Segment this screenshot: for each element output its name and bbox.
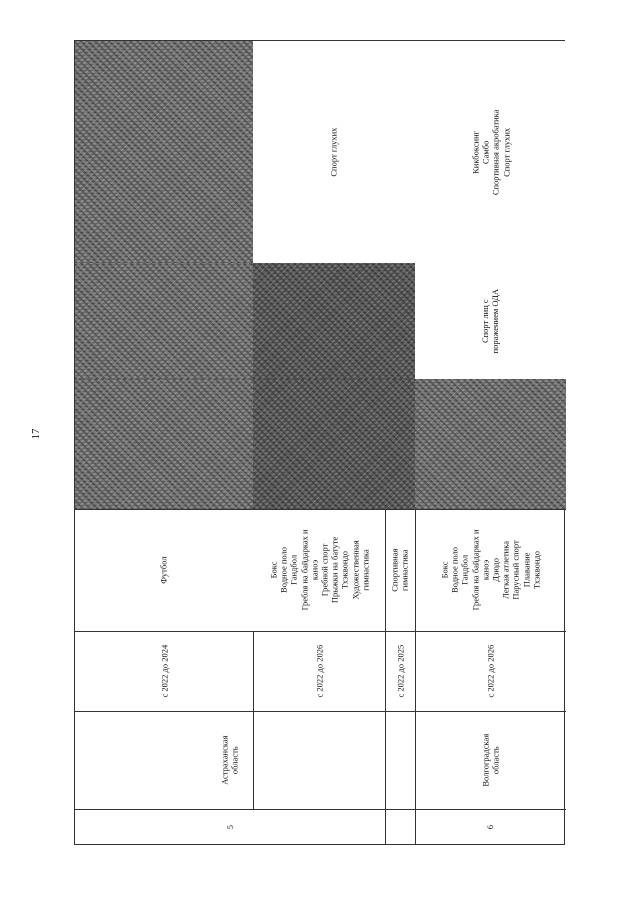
- shaded-block: [415, 379, 566, 509]
- row-6-number: 6: [485, 825, 496, 830]
- row-6-sports: Бокс Водное поло Гандбол Гребля на байдарках и каноэ Дзюдо Легкая атлетика Парусный спорт Плавание Тхэквондо: [439, 529, 542, 611]
- sports-table: [74, 40, 565, 845]
- row-6-region: Волгоградская область: [480, 733, 501, 787]
- shaded-block: [253, 263, 415, 379]
- shaded-block: [75, 379, 253, 509]
- shaded-block: [75, 263, 253, 379]
- page-number: 17: [30, 428, 42, 440]
- row-5-sports-2: Бокс Водное поло Гандбол Гребля на байдарках и каноэ Гребной спорт Прыжки на батуте Тхэквондо Художественная гимнастика: [268, 529, 370, 611]
- row-6-ovz-sport: Спорт лиц с поражением ОДА: [415, 263, 566, 379]
- row-6-term: с 2022 до 2026: [485, 644, 496, 698]
- shaded-block: [75, 41, 253, 263]
- row-6-deaf-sports: Кикбоксинг Самбо Спортивная акробатика Спорт глухих: [415, 41, 566, 263]
- row-5-region: Астраханская область: [219, 735, 240, 785]
- shaded-block: [253, 379, 415, 509]
- row-5-sports-1: Футбол: [158, 556, 169, 584]
- row-5-number: 5: [224, 825, 235, 830]
- row-5-term-3: с 2022 до 2025: [394, 644, 405, 698]
- row-5-sports-3: Спортивная гимнастика: [389, 548, 410, 592]
- row-5-term-1: с 2022 до 2024: [158, 644, 169, 698]
- row-5-term-2: с 2022 до 2026: [313, 644, 324, 698]
- row-5-deaf-sport: Спорт глухих: [253, 41, 415, 263]
